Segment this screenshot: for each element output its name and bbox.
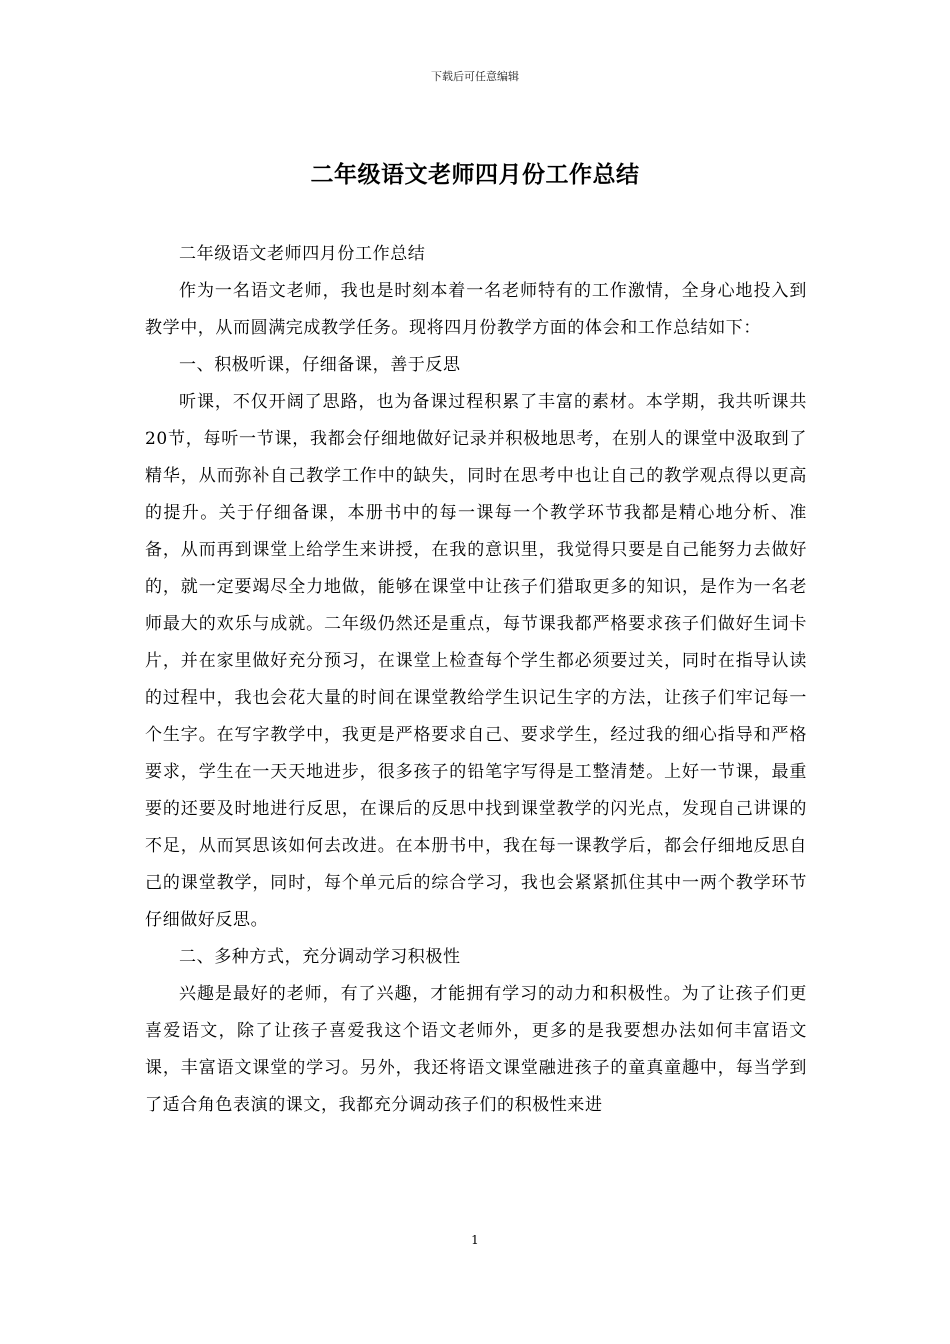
- section-heading-1: 一、积极听课，仔细备课，善于反思: [179, 355, 461, 375]
- paragraph-subtitle: 二年级语文老师四月份工作总结: [179, 244, 426, 264]
- header-note: 下载后可任意编辑: [431, 70, 519, 83]
- document-body: [145, 236, 807, 1124]
- section-heading-2: 二、多种方式，充分调动学习积极性: [179, 947, 461, 967]
- page-number: 1: [471, 1233, 479, 1247]
- paragraph-section-1: 听课，不仅开阔了思路，也为备课过程积累了丰富的素材。本学期，我共听课共20节，每听一节课，我都会仔细地做好记录并积极地思考，在别人的课堂中汲取到了精华，从而弥补自己教学工作中的缺失，同时在思考中也让自己的教学观点得以更高的提升。关于仔细备课，本册书中的每一课每一个教学环节我都是精心地分析、准备，从而再到课堂上给学生来讲授，在我的意识里，我觉得只要是自己能努力去做好的，就一定要竭尽全力地做，能够在课堂中让孩子们猎取更多的知识，是作为一名老师最大的欢乐与成就。二年级仍然还是重点，每节课我都严格要求孩子们做好生词卡片，并在家里做好充分预习，在课堂上检查每个学生都必须要过关，同时在指导认读的过程中，我也会花大量的时间在课堂教给学生识记生字的方法，让孩子们牢记每一个生字。在写字教学中，我更是严格要求自己、要求学生，经过我的细心指导和严格要求，学生在一天天地进步，很多孩子的铅笔字写得是工整清楚。上好一节课，最重要的还要及时地进行反思，在课后的反思中找到课堂教学的闪光点，发现自己讲课的不足，从而冥思该如何去改进。在本册书中，我在每一课教学后，都会仔细地反思自己的课堂教学，同时，每个单元后的综合学习，我也会紧紧抓住其中一两个教学环节仔细做好反思。: [145, 392, 807, 930]
- document-title: 二年级语文老师四月份工作总结: [310, 161, 640, 188]
- paragraph-intro: 作为一名语文老师，我也是时刻本着一名老师特有的工作激情，全身心地投入到教学中，从而圆满完成教学任务。现将四月份教学方面的体会和工作总结如下：: [145, 281, 807, 338]
- paragraph-section-2: 兴趣是最好的老师，有了兴趣，才能拥有学习的动力和积极性。为了让孩子们更喜爱语文，除了让孩子喜爱我这个语文老师外，更多的是我要想办法如何丰富语文课，丰富语文课堂的学习。另外，我还将语文课堂融进孩子的童真童趣中，每当学到了适合角色表演的课文，我都充分调动孩子们的积极性来进: [145, 984, 807, 1115]
